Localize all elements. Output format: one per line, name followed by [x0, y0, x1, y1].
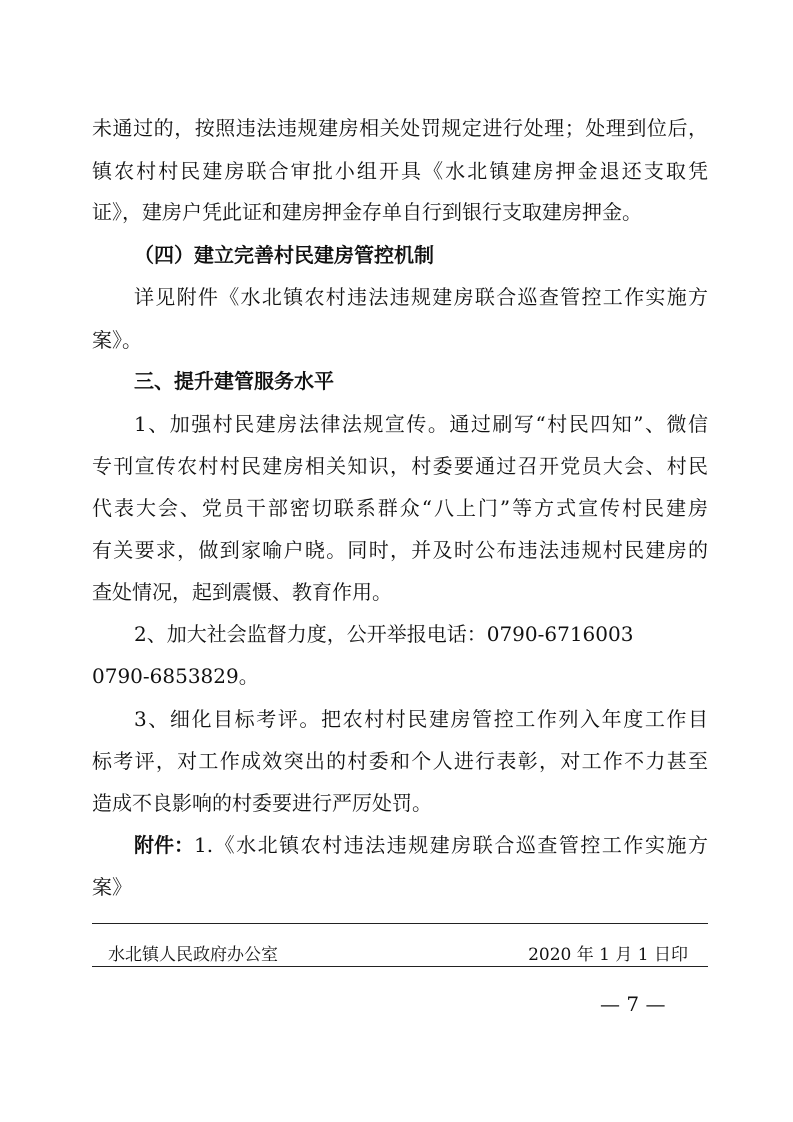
paragraph-line: 案》: [92, 875, 132, 899]
paragraph-line: 证》，建房户凭此证和建房押金存单自行到银行支取建房押金。: [92, 200, 642, 224]
paragraph-line: 2、加大社会监督力度，公开举报电话：0790-6716003: [134, 622, 634, 646]
footer-issuer: 水北镇人民政府办公室: [108, 945, 278, 965]
section-heading: 三、提升建管服务水平: [134, 369, 334, 393]
paragraph-line: 有关要求，做到家喻户晓。同时，并及时公布违法违规村民建房的: [92, 538, 708, 562]
section-heading: （四）建立完善村民建房管控机制: [134, 243, 434, 267]
paragraph-line: 0790-6853829。: [92, 664, 259, 688]
footer-top-rule: [92, 923, 708, 924]
paragraph-line: 造成不良影响的村委要进行严厉处罚。: [92, 791, 432, 815]
paragraph-line: 代表大会、党员干部密切联系群众“八上门”等方式宣传村民建房: [92, 496, 708, 520]
page-number: — 7 —: [600, 992, 666, 1016]
paragraph-line: 标考评，对工作成效突出的村委和个人进行表彰，对工作不力甚至: [92, 749, 708, 773]
attachment-label: 附件：: [134, 833, 194, 857]
paragraph-line: 3、细化目标考评。把农村村民建房管控工作列入年度工作目: [134, 707, 708, 731]
paragraph-line: 镇农村村民建房联合审批小组开具《水北镇建房押金退还支取凭: [92, 159, 708, 183]
footer-bottom-rule: [92, 966, 708, 967]
paragraph-line: 1、加强村民建房法律法规宣传。通过刷写“村民四知”、微信: [134, 412, 708, 436]
paragraph-line: 专刊宣传农村村民建房相关知识，村委要通过召开党员大会、村民: [92, 454, 708, 478]
paragraph-line: 未通过的，按照违法违规建房相关处罚规定进行处理；处理到位后，: [92, 116, 708, 140]
attachment-title: 1.《水北镇农村违法违规建房联合巡查管控工作实施方: [194, 833, 708, 857]
paragraph-line: 查处情况，起到震慑、教育作用。: [92, 580, 392, 604]
attachment-line: [134, 830, 708, 860]
paragraph-line: 案》。: [92, 328, 142, 352]
footer-print-date: 2020 年 1 月 1 日印: [528, 945, 688, 965]
paragraph-line: 详见附件《水北镇农村违法违规建房联合巡查管控工作实施方: [134, 285, 708, 309]
